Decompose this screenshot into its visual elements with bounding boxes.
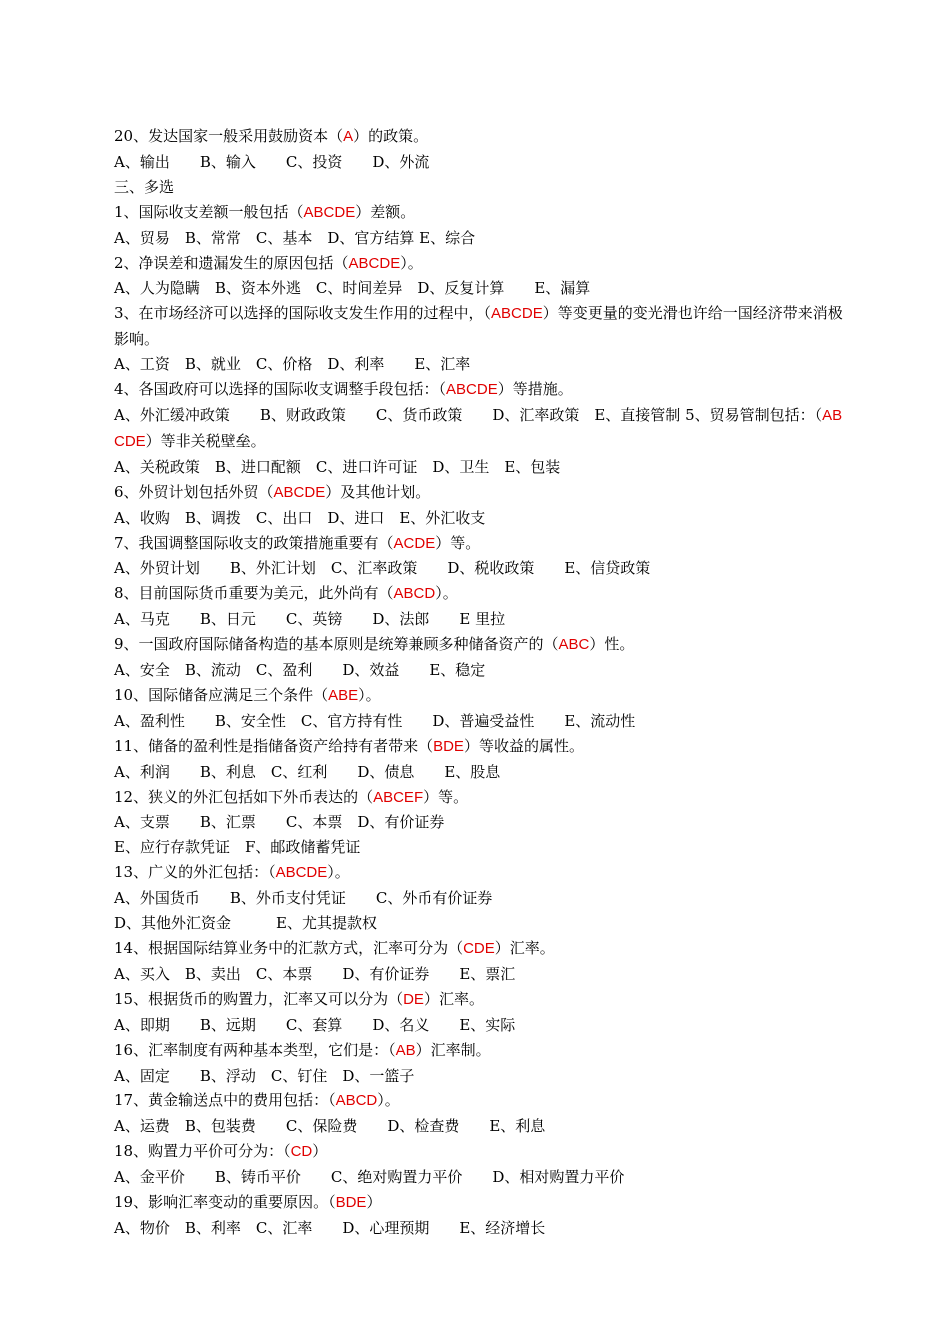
question-line bbox=[114, 1139, 846, 1165]
question-text-end: ）。 bbox=[400, 253, 423, 272]
question-text-end: ）汇率制。 bbox=[415, 1040, 491, 1059]
question-text: A、外汇缓冲政策 B、财政政策 C、货币政策 D、汇率政策 E、直接管制 5、贸易管制包括：（ bbox=[114, 405, 823, 424]
question-line bbox=[114, 200, 846, 226]
answer-key: BDE bbox=[335, 1194, 367, 1212]
question-text: 12、狭义的外汇包括如下外币表达的（ bbox=[114, 787, 374, 806]
question-text-end: ）。 bbox=[377, 1091, 400, 1110]
answer-key: ABCDE bbox=[348, 254, 401, 272]
answer-key: ABCDE bbox=[273, 483, 326, 501]
question-line bbox=[114, 785, 846, 811]
question-line bbox=[114, 683, 846, 709]
document-body bbox=[114, 124, 846, 1241]
option-line: A、买入 B、卖出 C、本票 D、有价证券 E、票汇 bbox=[114, 964, 516, 983]
question-text-end: ）汇率。 bbox=[494, 939, 555, 957]
question-text: 20、发达国家一般采用鼓励资本（ bbox=[114, 127, 344, 145]
option-line: A、物价 B、利率 C、汇率 D、心理预期 E、经济增长 bbox=[114, 1218, 546, 1237]
question-text-end: ）等非关税壁垒。 bbox=[145, 431, 266, 450]
option-line: A、安全 B、流动 C、盈利 D、效益 E、稳定 bbox=[114, 661, 486, 680]
question-text: 3、在市场经济可以选择的国际收支发生作用的过程中，（ bbox=[114, 304, 492, 323]
question-line bbox=[114, 987, 846, 1013]
question-text: 9、一国政府国际储备构造的基本原则是统筹兼顾多种储备资产的（ bbox=[114, 635, 559, 654]
question-text: 2、净误差和遗漏发生的原因包括（ bbox=[114, 253, 349, 272]
question-text-end: ）的政策。 bbox=[353, 127, 429, 145]
question-text: 10、国际储备应满足三个条件（ bbox=[114, 685, 329, 704]
option-line: A、盈利性 B、安全性 C、官方持有性 D、普遍受益性 E、流动性 bbox=[114, 711, 636, 730]
answer-key: BDE bbox=[433, 737, 464, 755]
question-line bbox=[114, 860, 846, 886]
option-line: A、人为隐瞒 B、资本外逃 C、时间差异 D、反复计算 E、漏算 bbox=[114, 279, 591, 298]
answer-key: ABCDE bbox=[491, 305, 543, 323]
question-text: 15、根据货币的购置力，汇率又可以分为（ bbox=[114, 989, 404, 1008]
question-text-end: ）等。 bbox=[423, 787, 469, 806]
option-line: D、其他外汇资金 E、尤其提款权 bbox=[114, 914, 377, 933]
answer-key: ABC bbox=[558, 636, 590, 654]
question-text: 18、购置力平价可分为：（ bbox=[114, 1142, 291, 1161]
answer-key: ABCDE bbox=[446, 381, 498, 399]
answer-key: DE bbox=[403, 990, 424, 1008]
question-line bbox=[114, 734, 846, 760]
question-text: 1、国际收支差额一般包括（ bbox=[114, 202, 304, 221]
question-line bbox=[114, 403, 846, 455]
question-text-end: ）等收益的属性。 bbox=[463, 736, 584, 755]
question-line bbox=[114, 480, 846, 506]
question-line bbox=[114, 1088, 846, 1114]
option-line: A、金平价 B、铸币平价 C、绝对购置力平价 D、相对购置力平价 bbox=[114, 1168, 625, 1187]
question-line bbox=[114, 301, 846, 352]
question-text-end: ）汇率。 bbox=[423, 989, 484, 1008]
question-text-end: ）等变更量的变光滑也许给一国经济带来消极影响。 bbox=[114, 304, 843, 349]
question-line bbox=[114, 377, 846, 403]
question-text-end: ）。 bbox=[327, 863, 350, 882]
question-text: 17、黄金输送点中的费用包括：（ bbox=[114, 1091, 336, 1110]
question-text: 19、影响汇率变动的重要原因。（ bbox=[114, 1193, 336, 1212]
question-line bbox=[114, 632, 846, 658]
question-text: 13、广义的外汇包括：（ bbox=[114, 863, 276, 882]
answer-key: ACDE bbox=[393, 534, 436, 552]
question-text-end: ） bbox=[312, 1142, 328, 1161]
question-line bbox=[114, 1038, 846, 1064]
question-text-end: ）等措施。 bbox=[497, 380, 573, 399]
question-line bbox=[114, 1190, 846, 1216]
option-line: E、应行存款凭证 F、邮政储蓄凭证 bbox=[114, 838, 361, 857]
question-line bbox=[114, 581, 846, 607]
question-line bbox=[114, 251, 846, 277]
question-line bbox=[114, 124, 846, 150]
question-text: 11、储备的盈利性是指储备资产给持有者带来（ bbox=[114, 736, 434, 755]
answer-key: ABCDE bbox=[275, 864, 328, 882]
option-line: A、贸易 B、常常 C、基本 D、官方结算 E、综合 bbox=[114, 228, 476, 247]
question-text: 7、我国调整国际收支的政策措施重要有（ bbox=[114, 533, 394, 552]
question-text: 6、外贸计划包括外贸（ bbox=[114, 482, 274, 501]
question-line bbox=[114, 531, 846, 557]
option-line: 三、多选 bbox=[114, 177, 175, 196]
option-line: A、收购 B、调拨 C、出口 D、进口 E、外汇收支 bbox=[114, 508, 486, 527]
answer-key: ABCD bbox=[393, 585, 436, 603]
answer-key: ABE bbox=[328, 686, 359, 704]
question-text-end: ）等。 bbox=[435, 533, 481, 552]
answer-key: CD bbox=[290, 1143, 313, 1161]
question-text: 14、根据国际结算业务中的汇款方式，汇率可分为（ bbox=[114, 939, 464, 957]
answer-key: CDE bbox=[463, 940, 495, 957]
question-text: 4、各国政府可以选择的国际收支调整手段包括：（ bbox=[114, 380, 447, 399]
question-text-end: ）差额。 bbox=[355, 202, 416, 221]
answer-key: ABCDE bbox=[303, 203, 356, 221]
option-line: A、外国货币 B、外币支付凭证 C、外币有价证券 bbox=[114, 889, 493, 908]
question-text-end: ）。 bbox=[358, 685, 381, 704]
option-line: A、外贸计划 B、外汇计划 C、汇率政策 D、税收政策 E、信贷政策 bbox=[114, 559, 651, 578]
option-line: A、工资 B、就业 C、价格 D、利率 E、汇率 bbox=[114, 355, 471, 374]
answer-key: ABCEF bbox=[373, 788, 424, 806]
question-text: 8、目前国际货币重要为美元，此外尚有（ bbox=[114, 584, 394, 603]
option-line: A、利润 B、利息 C、红利 D、债息 E、股息 bbox=[114, 762, 501, 781]
question-text-end: ）及其他计划。 bbox=[325, 482, 431, 501]
option-line: A、输出 B、输入 C、投资 D、外流 bbox=[114, 152, 430, 171]
question-line bbox=[114, 936, 846, 962]
question-text-end: ） bbox=[366, 1193, 382, 1212]
option-line: A、即期 B、远期 C、套算 D、名义 E、实际 bbox=[114, 1015, 516, 1034]
option-line: A、固定 B、浮动 C、钉住 D、一篮子 bbox=[114, 1066, 415, 1085]
option-line: A、运费 B、包装费 C、保险费 D、检查费 E、利息 bbox=[114, 1117, 546, 1136]
answer-key: A bbox=[343, 128, 354, 145]
option-line: A、关税政策 B、进口配额 C、进口许可证 D、卫生 E、包装 bbox=[114, 457, 561, 476]
answer-key: ABCD bbox=[335, 1092, 378, 1110]
question-text-end: ）。 bbox=[435, 584, 458, 603]
question-text-end: ）性。 bbox=[589, 635, 635, 654]
option-line: A、马克 B、日元 C、英镑 D、法郎 E 里拉 bbox=[114, 610, 506, 629]
option-line: A、支票 B、汇票 C、本票 D、有价证券 bbox=[114, 813, 445, 832]
question-text: 16、汇率制度有两种基本类型，它们是：（ bbox=[114, 1040, 396, 1059]
answer-key: ABCDE bbox=[114, 406, 843, 450]
answer-key: AB bbox=[395, 1041, 416, 1059]
